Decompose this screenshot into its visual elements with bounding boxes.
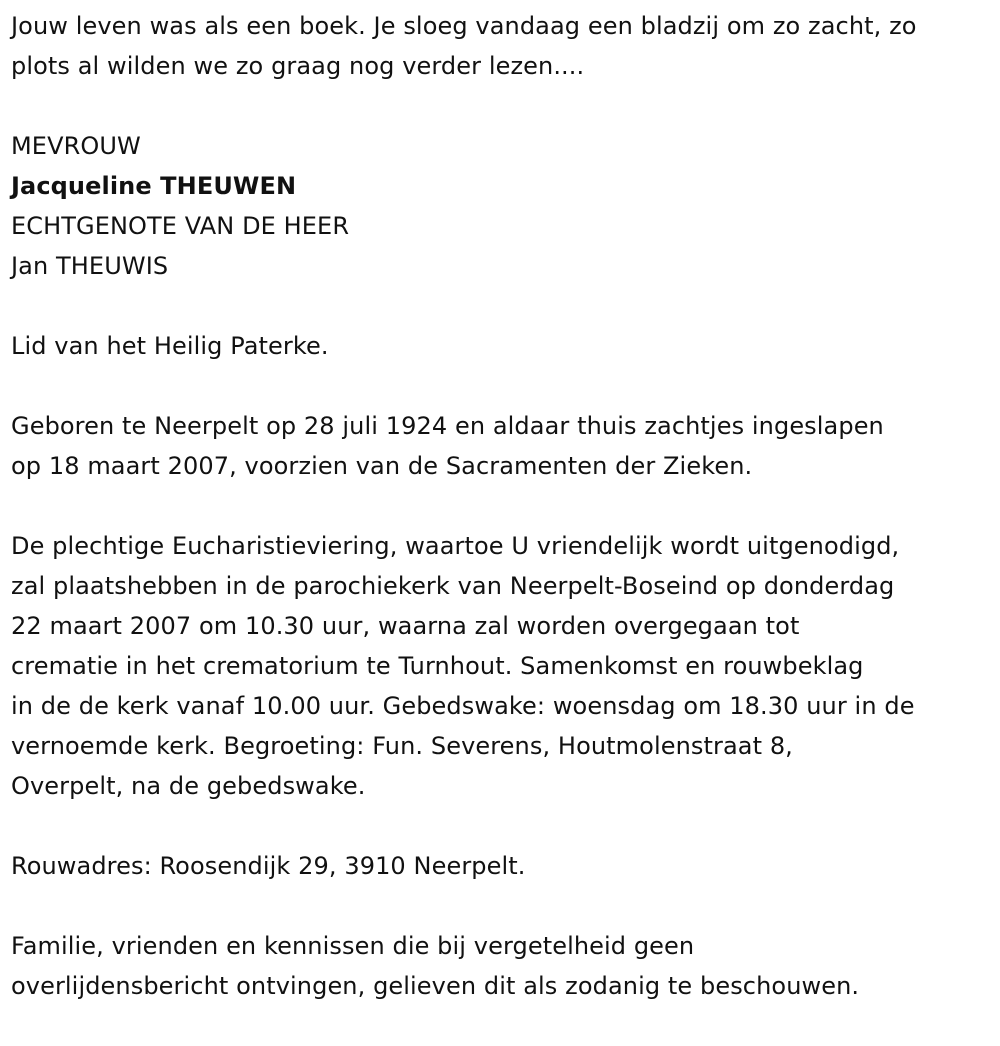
deceased-block [11, 126, 995, 286]
closing-line: Familie, vrienden en kennissen die bij vergetelheid geen [11, 932, 695, 960]
intro-line: Jouw leven was als een boek. Je sloeg vandaag een bladzij om zo zacht, zo [11, 12, 917, 40]
address-line: Rouwadres: Roosendijk 29, 3910 Neerpelt. [11, 852, 526, 880]
obituary-notice [11, 6, 995, 1006]
intro-quote [11, 6, 995, 86]
spacer [11, 286, 995, 326]
membership-line: Lid van het Heilig Paterke. [11, 332, 329, 360]
ceremony-line: Overpelt, na de gebedswake. [11, 772, 366, 800]
spacer [11, 886, 995, 926]
closing-paragraph [11, 926, 995, 1006]
membership [11, 326, 995, 366]
honorific: MEVROUW [11, 132, 141, 160]
ceremony-paragraph [11, 526, 995, 806]
deceased-name: Jacqueline THEUWEN [11, 172, 297, 200]
birth-death-line: op 18 maart 2007, voorzien van de Sacramenten der Zieken. [11, 452, 753, 480]
relation-label: ECHTGENOTE VAN DE HEER [11, 212, 350, 240]
ceremony-line: crematie in het crematorium te Turnhout. Samenkomst en rouwbeklag [11, 652, 864, 680]
spacer [11, 86, 995, 126]
ceremony-line: vernoemde kerk. Begroeting: Fun. Severens, Houtmolenstraat 8, [11, 732, 793, 760]
ceremony-line: De plechtige Eucharistieviering, waartoe U vriendelijk wordt uitgenodigd, [11, 532, 900, 560]
birth-death-line: Geboren te Neerpelt op 28 juli 1924 en aldaar thuis zachtjes ingeslapen [11, 412, 884, 440]
ceremony-line: 22 maart 2007 om 10.30 uur, waarna zal worden overgegaan tot [11, 612, 800, 640]
mourning-address [11, 846, 995, 886]
ceremony-line: in de de kerk vanaf 10.00 uur. Gebedswake: woensdag om 18.30 uur in de [11, 692, 915, 720]
intro-line: plots al wilden we zo graag nog verder lezen.... [11, 52, 585, 80]
spacer [11, 806, 995, 846]
ceremony-line: zal plaatshebben in de parochiekerk van Neerpelt-Boseind op donderdag [11, 572, 895, 600]
spacer [11, 366, 995, 406]
spacer [11, 486, 995, 526]
birth-death-paragraph [11, 406, 995, 486]
closing-line: overlijdensbericht ontvingen, gelieven dit als zodanig te beschouwen. [11, 972, 860, 1000]
spouse-name: Jan THEUWIS [11, 252, 169, 280]
